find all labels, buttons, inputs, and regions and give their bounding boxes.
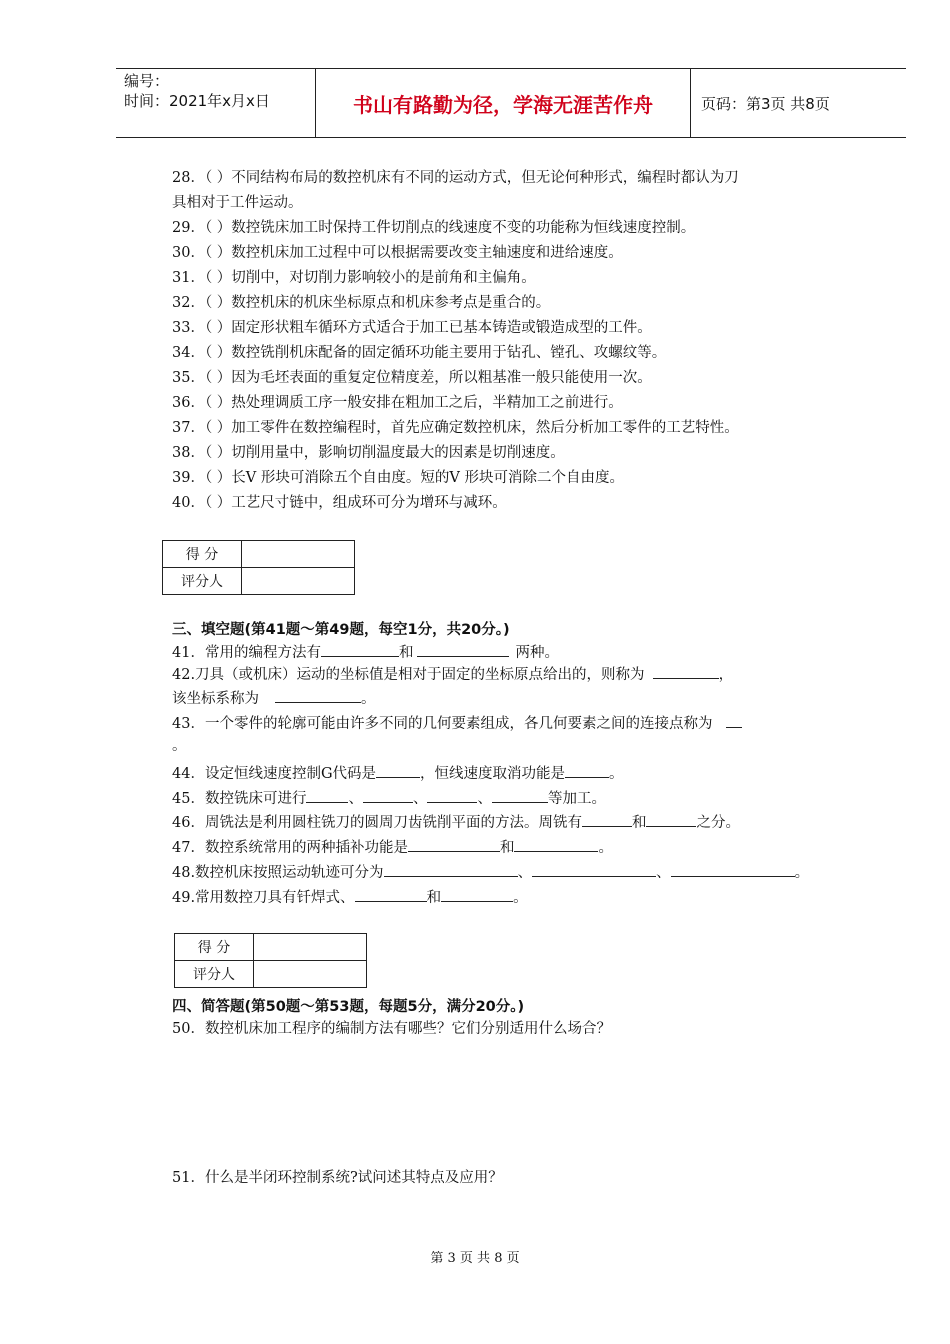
- answer-blank[interactable]: [384, 861, 518, 877]
- question-45: 45．数控铣床可进行 、 、 、 等加工。: [172, 787, 606, 809]
- question-42-line-1: 42.刀具（或机床）运动的坐标值是相对于固定的坐标原点给出的，则称为 ，: [172, 663, 733, 685]
- time-label: 时间：2021年x月x日: [124, 92, 270, 110]
- section-4-title: 四、简答题(第50题～第53题，每题5分，满分20分。): [172, 999, 525, 1015]
- question-31: 31．（ ）切削中，对切削力影响较小的是前角和主偏角。: [172, 270, 536, 286]
- score-value-cell[interactable]: [254, 934, 367, 961]
- score-box-1: [162, 540, 355, 595]
- answer-blank[interactable]: [363, 787, 413, 803]
- id-label: 编号：: [124, 72, 170, 90]
- question-42-line-2: 该坐标系称为 。: [172, 687, 376, 709]
- question-34: 34．（ ）数控铣削机床配备的固定循环功能主要用于钻孔、镗孔、攻螺纹等。: [172, 345, 667, 361]
- question-51: 51．什么是半闭环控制系统?试问述其特点及应用？: [172, 1170, 503, 1186]
- score-label: 得 分: [175, 934, 254, 961]
- answer-blank[interactable]: [532, 861, 656, 877]
- question-28-line-2: 具相对于工件运动。: [172, 195, 303, 211]
- answer-blank[interactable]: [565, 762, 609, 778]
- answer-blank[interactable]: [492, 787, 548, 803]
- question-39: 39．（ ）长V 形块可消除五个自由度。短的V 形块可消除二个自由度。: [172, 470, 624, 486]
- header-left-cell: [116, 69, 316, 137]
- answer-blank[interactable]: [275, 687, 361, 703]
- answer-blank[interactable]: [646, 811, 696, 827]
- question-47: 47．数控系统常用的两种插补功能是 和 。: [172, 836, 613, 858]
- question-28-line-1: 28．（ ）不同结构布局的数控机床有不同的运动方式，但无论何种形式，编程时都认为刀: [172, 170, 739, 186]
- answer-blank[interactable]: [321, 641, 399, 657]
- question-43-line-2: 。: [172, 738, 187, 754]
- grader-value-cell[interactable]: [254, 961, 367, 988]
- section-3-title: 三、填空题(第41题～第49题，每空1分，共20分。): [172, 622, 510, 638]
- page-header: [116, 68, 906, 138]
- answer-blank[interactable]: [355, 886, 427, 902]
- question-49: 49.常用数控刀具有钎焊式、 和 。: [172, 886, 528, 908]
- score-box-2: [174, 933, 367, 988]
- question-44: 44．设定恒线速度控制G代码是 ，恒线速度取消功能是 。: [172, 762, 624, 784]
- grader-value-cell[interactable]: [242, 568, 355, 595]
- motto-text: 书山有路勤为径，学海无涯苦作舟: [316, 69, 691, 137]
- question-35: 35．（ ）因为毛坯表面的重复定位精度差，所以粗基准一般只能使用一次。: [172, 370, 652, 386]
- question-29: 29．（ ）数控铣床加工时保持工件切削点的线速度不变的功能称为恒线速度控制。: [172, 220, 696, 236]
- answer-blank[interactable]: [427, 787, 477, 803]
- question-32: 32．（ ）数控机床的机床坐标原点和机床参考点是重合的。: [172, 295, 551, 311]
- answer-blank[interactable]: [376, 762, 420, 778]
- answer-blank[interactable]: [514, 836, 598, 852]
- question-46: 46．周铣法是利用圆柱铣刀的圆周刀齿铣削平面的方法。周铣有 和 之分。: [172, 811, 740, 833]
- page-number-label: 页码：第3页 共8页: [701, 94, 830, 113]
- question-36: 36．（ ）热处理调质工序一般安排在粗加工之后，半精加工之前进行。: [172, 395, 623, 411]
- answer-blank[interactable]: [408, 836, 500, 852]
- grader-label: 评分人: [175, 961, 254, 988]
- answer-blank[interactable]: [653, 663, 719, 679]
- answer-blank[interactable]: [306, 787, 348, 803]
- question-41: 41．常用的编程方法有 和 两种。: [172, 641, 559, 663]
- page-footer: 第 3 页 共 8 页: [430, 1251, 520, 1266]
- answer-blank[interactable]: [671, 861, 795, 877]
- question-40: 40．（ ）工艺尺寸链中，组成环可分为增环与减环。: [172, 495, 507, 511]
- answer-blank[interactable]: [417, 641, 509, 657]
- question-37: 37．（ ）加工零件在数控编程时，首先应确定数控机床，然后分析加工零件的工艺特性。: [172, 420, 739, 436]
- question-33: 33．（ ）固定形状粗车循环方式适合于加工已基本铸造或锻造成型的工件。: [172, 320, 652, 336]
- question-30: 30．（ ）数控机床加工过程中可以根据需要改变主轴速度和进给速度。: [172, 245, 623, 261]
- score-label: 得 分: [163, 541, 242, 568]
- grader-label: 评分人: [163, 568, 242, 595]
- answer-blank[interactable]: [582, 811, 632, 827]
- question-48: 48.数控机床按照运动轨迹可分为 、 、 。: [172, 861, 809, 883]
- question-43-line-1: 43．一个零件的轮廓可能由许多不同的几何要素组成，各几何要素之间的连接点称为: [172, 712, 742, 734]
- score-value-cell[interactable]: [242, 541, 355, 568]
- answer-blank[interactable]: [441, 886, 513, 902]
- answer-blank[interactable]: [726, 712, 742, 728]
- question-38: 38．（ ）切削用量中，影响切削温度最大的因素是切削速度。: [172, 445, 565, 461]
- question-50: 50．数控机床加工程序的编制方法有哪些？它们分别适用什么场合？: [172, 1021, 611, 1037]
